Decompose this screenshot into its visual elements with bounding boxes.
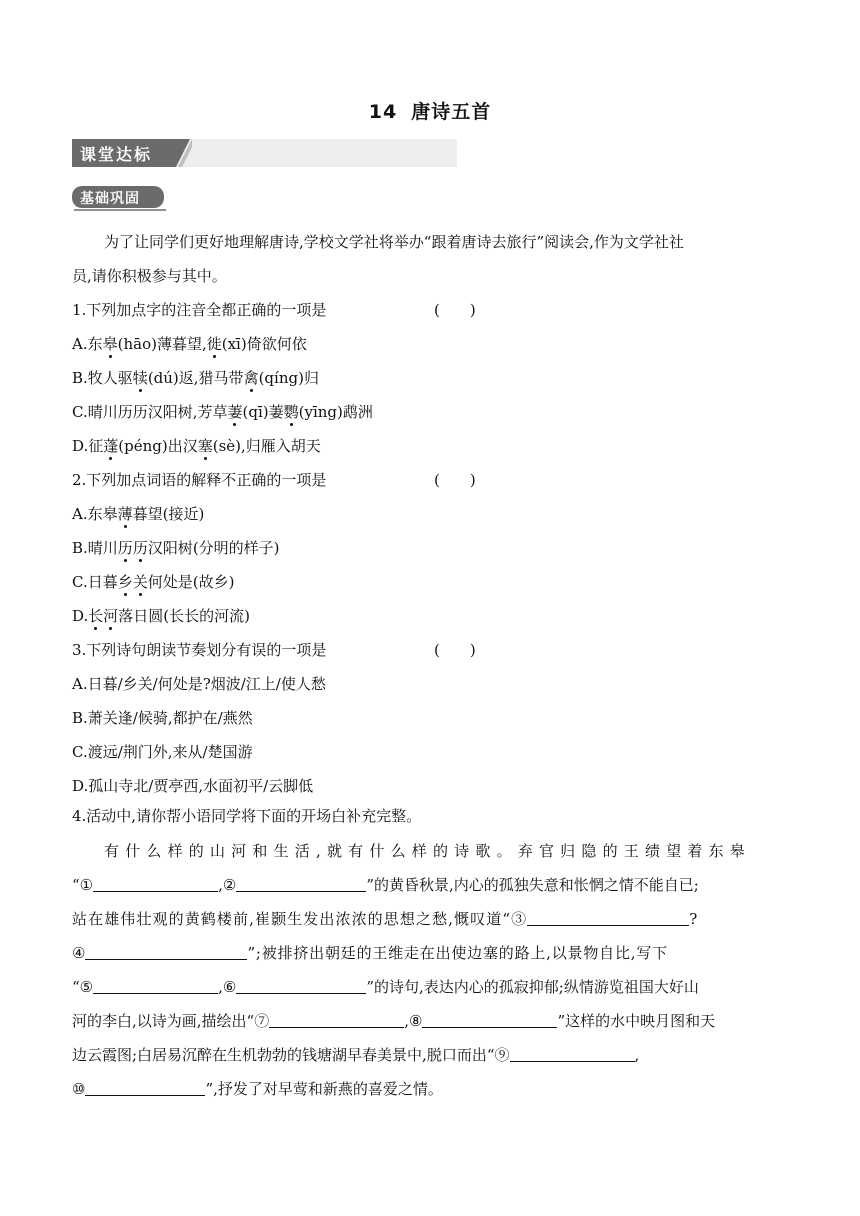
answer-blank-1[interactable]	[93, 877, 218, 892]
intro-line-2: 员,请你积极参与其中。	[72, 267, 227, 285]
passage-line-2	[72, 874, 699, 895]
q1-c-dotted-1: 萋	[227, 403, 243, 421]
passage-line-8	[72, 1078, 443, 1099]
answer-blank-4[interactable]	[85, 945, 247, 960]
passage-text: ”;被排挤出朝廷的王维走在出使边塞的路上,以景物自比,写下	[247, 944, 668, 962]
passage-line-4	[72, 942, 668, 963]
lesson-title-text: 唐诗五首	[411, 101, 492, 123]
q1-b-dotted-2: 禽	[243, 369, 259, 387]
q2-option-text: C.日暮	[72, 573, 118, 591]
answer-blank-5[interactable]	[93, 979, 218, 994]
passage-text: ”这样的水中映月图和天	[557, 1012, 716, 1030]
q2-option-text: 暮望(接近)	[132, 505, 205, 523]
passage-line-3	[72, 908, 697, 929]
q1-option-d	[72, 435, 321, 456]
q1-c-text-3: (yīng)鹉洲	[298, 403, 373, 421]
q1-d-dotted-2: 塞	[197, 437, 213, 455]
q2-dotted-char: 关	[132, 573, 148, 591]
q1-d-text-2: (péng)出汉	[118, 437, 198, 455]
q2-option-d	[72, 605, 250, 626]
q3-option-a: A.日暮/乡关/何处是?烟波/江上/使人愁	[72, 675, 326, 693]
passage-text: ?	[689, 910, 698, 928]
q1-a-text-1: A.东	[72, 335, 103, 353]
question-2-answer-bracket: ( )	[434, 471, 476, 489]
q1-a-dotted-1: 皋	[102, 335, 118, 353]
question-3-answer-bracket: ( )	[434, 641, 476, 659]
question-2-stem: 2.下列加点词语的解释不正确的一项是	[72, 471, 327, 489]
q1-a-text-2: (hāo)薄暮望,	[117, 335, 207, 353]
passage-text: ,	[634, 1046, 640, 1064]
q2-option-b	[72, 537, 280, 558]
q3-option-b: B.萧关逢/候骑,都护在/燕然	[72, 709, 253, 727]
passage-line-5	[72, 976, 699, 997]
q2-option-c	[72, 571, 234, 592]
q2-dotted-char: 乡	[117, 573, 133, 591]
question-1-stem: 1.下列加点字的注音全都正确的一项是	[72, 301, 327, 319]
q1-d-text-1: D.征	[72, 437, 104, 455]
q2-dotted-char: 河	[103, 607, 119, 625]
passage-text: 站在雄伟壮观的黄鹤楼前,崔颢生发出浓浓的思想之愁,慨叹道“③	[72, 910, 528, 928]
answer-blank-6[interactable]	[236, 979, 366, 994]
lesson-number: 14	[368, 101, 398, 123]
passage-text: “①	[72, 876, 94, 894]
passage-line-6	[72, 1010, 715, 1031]
q1-b-text-2: (dú)返,猎马带	[147, 369, 244, 387]
lesson-title	[0, 97, 860, 124]
q1-c-text-1: C.晴川历历汉阳树,芳草	[72, 403, 228, 421]
passage-text: ,⑥	[218, 978, 237, 996]
q1-option-c	[72, 401, 373, 422]
subsection-label: 基础巩固	[80, 191, 140, 207]
passage-line-7	[72, 1044, 639, 1065]
passage-text: ,②	[218, 876, 237, 894]
question-3-stem: 3.下列诗句朗读节奏划分有误的一项是	[72, 641, 327, 659]
q3-option-c: C.渡远/荆门外,来从/楚国游	[72, 743, 253, 761]
passage-text: ”,抒发了对早莺和新燕的喜爱之情。	[205, 1080, 443, 1098]
passage-text: ,⑧	[404, 1012, 423, 1030]
q2-dotted-char: 历	[117, 539, 133, 557]
q2-dotted-char: 长	[88, 607, 104, 625]
q1-b-text-3: (qíng)归	[258, 369, 319, 387]
answer-blank-10[interactable]	[85, 1081, 205, 1096]
q1-b-dotted-1: 犊	[132, 369, 148, 387]
passage-text: ④	[72, 944, 86, 962]
q1-a-text-3: (xī)倚欲何依	[221, 335, 307, 353]
q1-a-dotted-2: 徙	[206, 335, 222, 353]
answer-blank-9[interactable]	[510, 1047, 635, 1062]
q1-c-dotted-2: 鹦	[283, 403, 299, 421]
answer-blank-7[interactable]	[269, 1013, 404, 1028]
q2-option-text: D.	[72, 607, 89, 625]
q2-option-text: 落日圆(长长的河流)	[118, 607, 251, 625]
q1-c-text-2: (qī)萋	[242, 403, 284, 421]
question-4-stem: 4.活动中,请你帮小语同学将下面的开场白补充完整。	[72, 807, 422, 825]
intro-line-1: 为了让同学们更好地理解唐诗,学校文学社将举办“跟着唐诗去旅行”阅读会,作为文学社社	[104, 233, 684, 251]
q2-dotted-char: 薄	[117, 505, 133, 523]
q2-option-a	[72, 503, 204, 524]
passage-text: 河的李白,以诗为画,描绘出“⑦	[72, 1012, 270, 1030]
q1-option-a	[72, 333, 307, 354]
q1-d-text-3: (sè),归雁入胡天	[212, 437, 321, 455]
q1-b-text-1: B.牧人驱	[72, 369, 133, 387]
answer-blank-8[interactable]	[422, 1013, 557, 1028]
answer-blank-2[interactable]	[236, 877, 366, 892]
q2-option-text: A.东皋	[72, 505, 118, 523]
q1-option-b	[72, 367, 319, 388]
q2-dotted-char: 历	[132, 539, 148, 557]
q2-option-text: 汉阳树(分明的样子)	[147, 539, 280, 557]
q1-d-dotted-1: 蓬	[103, 437, 119, 455]
q3-option-d: D.孤山寺北/贾亭西,水面初平/云脚低	[72, 777, 314, 795]
answer-blank-3[interactable]	[527, 911, 689, 926]
question-1-answer-bracket: ( )	[434, 301, 476, 319]
section-label: 课堂达标	[80, 145, 153, 164]
passage-text: ”的黄昏秋景,内心的孤独失意和怅惘之情不能自已;	[366, 876, 699, 894]
passage-text: “⑤	[72, 978, 94, 996]
q2-option-text: 何处是(故乡)	[147, 573, 235, 591]
passage-text: ”的诗句,表达内心的孤寂抑郁;纵情游览祖国大好山	[366, 978, 699, 996]
passage-text: ⑩	[72, 1080, 86, 1098]
passage-line-1: 有什么样的山河和生活,就有什么样的诗歌。弃官归隐的王绩望着东皋	[104, 842, 751, 860]
q2-option-text: B.晴川	[72, 539, 118, 557]
passage-text: 边云霞图;白居易沉醉在生机勃勃的钱塘湖早春美景中,脱口而出“⑨	[72, 1046, 510, 1064]
